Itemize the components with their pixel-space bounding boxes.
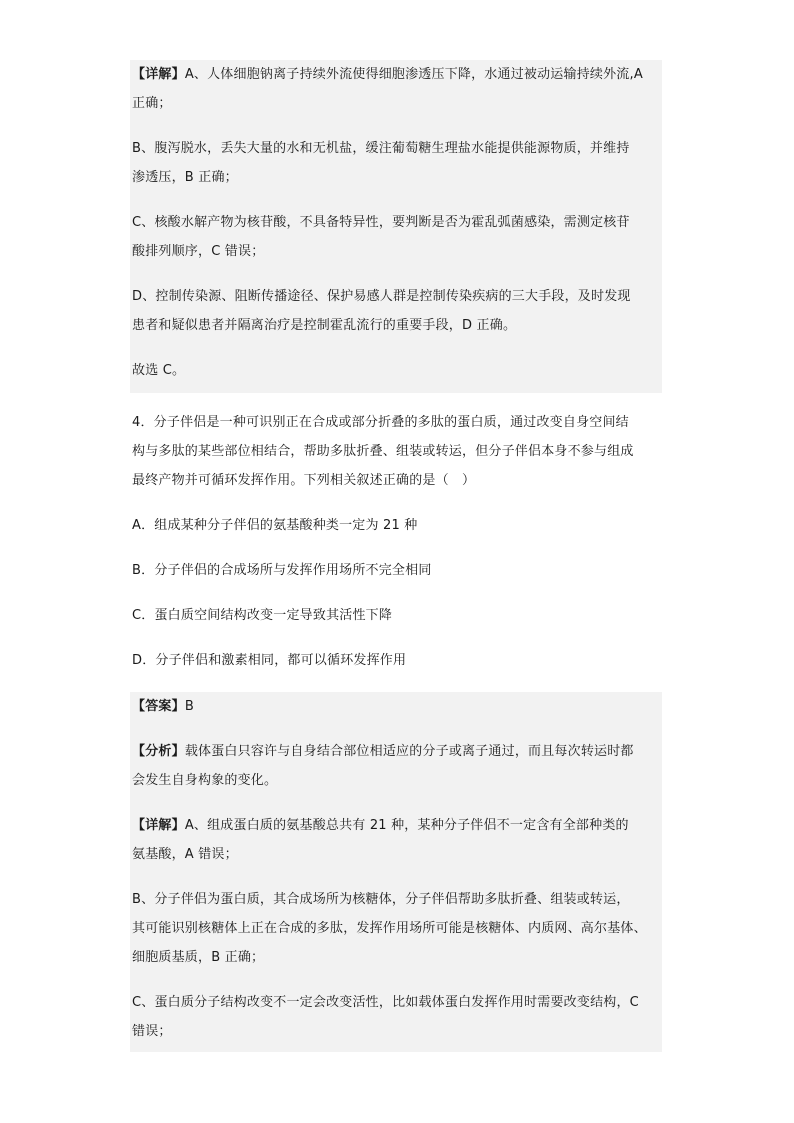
prev-item-a-line2: 正确；: [132, 96, 172, 111]
option-b-text: B．分子伴侣的合成场所与发挥作用场所不完全相同: [132, 563, 432, 578]
prev-explanation-block: [130, 60, 662, 393]
prev-item-d-line2: 患者和疑似患者并隔离治疗是控制霍乱流行的重要手段，D 正确。: [132, 318, 517, 333]
option-b: [130, 556, 662, 585]
prev-item-d-line1: D、控制传染源、阻断传播途径、保护易感人群是控制传染疾病的三大手段，及时发现: [132, 289, 631, 304]
detail-label-2: 【详解】: [132, 818, 185, 833]
detail-item-b: [130, 885, 662, 972]
prev-item-a: [130, 60, 662, 118]
prev-item-c-line1: C、核酸水解产物为核苷酸，不具备特异性，要判断是否为霍乱弧菌感染，需测定核苷: [132, 215, 630, 230]
detail-item-c-line2: 错误；: [132, 1024, 172, 1039]
prev-conclusion-text: 故选 C。: [132, 363, 186, 378]
detail-item-a-line2: 氨基酸，A 错误；: [132, 847, 238, 862]
question-4-stem-line2: 构与多肽的某些部位相结合，帮助多肽折叠、组装或转运，但分子伴侣本身不参与组成: [132, 444, 634, 459]
detail-item-b-line1: B、分子伴侣为蛋白质，其合成场所为核糖体，分子伴侣帮助多肽折叠、组装或转运，: [132, 892, 630, 907]
prev-item-c-line2: 酸排列顺序，C 错误；: [132, 244, 265, 259]
question-4-stem-line3: 最终产物并可循环发挥作用。下列相关叙述正确的是（ ）: [132, 473, 476, 488]
prev-item-a-line1: A、人体细胞钠离子持续外流使得细胞渗透压下降，水通过被动运输持续外流,A: [184, 67, 643, 82]
answer-label: 【答案】: [132, 699, 185, 714]
detail-item-a: [130, 811, 662, 869]
detail-item-c-line1: C、蛋白质分子结构改变不一定会改变活性，比如载体蛋白发挥作用时需要改变结构，C: [132, 995, 639, 1010]
analysis: [130, 737, 662, 795]
option-c: [130, 601, 662, 630]
analysis-label: 【分析】: [132, 744, 185, 759]
answer-value: B: [184, 699, 194, 714]
option-d: [130, 646, 662, 675]
option-c-text: C．蛋白质空间结构改变一定导致其活性下降: [132, 608, 393, 623]
option-a-text: A．组成某种分子伴侣的氨基酸种类一定为 21 种: [132, 518, 418, 533]
prev-conclusion: [130, 356, 662, 385]
question-4-stem-line1: 4．分子伴侣是一种可识别正在合成或部分折叠的多肽的蛋白质，通过改变自身空间结: [132, 415, 629, 430]
detail-item-c: [130, 988, 662, 1046]
prev-item-c: [130, 208, 662, 266]
question-4-stem: [130, 408, 662, 495]
option-d-text: D．分子伴侣和激素相同，都可以循环发挥作用: [132, 653, 407, 668]
detail-item-a-line1: A、组成蛋白质的氨基酸总共有 21 种，某种分子伴侣不一定含有全部种类的: [184, 818, 629, 833]
question-4-block: [130, 408, 662, 675]
prev-item-b-line2: 渗透压，B 正确；: [132, 170, 238, 185]
prev-item-b: [130, 134, 662, 192]
prev-item-d: [130, 282, 662, 340]
prev-item-b-line1: B、腹泻脱水，丢失大量的水和无机盐，缓注葡萄糖生理盐水能提供能源物质，并维持: [132, 141, 630, 156]
detail-item-b-line2: 其可能识别核糖体上正在合成的多肽，发挥作用场所可能是核糖体、内质网、高尔基体、: [132, 921, 647, 936]
answer-line: [130, 692, 662, 721]
answer-4-block: [130, 692, 662, 1052]
analysis-line1: 载体蛋白只容许与自身结合部位相适应的分子或离子通过，而且每次转运时都: [184, 744, 634, 759]
analysis-line2: 会发生自身构象的变化。: [132, 773, 278, 788]
detail-item-b-line3: 细胞质基质，B 正确；: [132, 950, 265, 965]
option-a: [130, 511, 662, 540]
detail-label: 【详解】: [132, 67, 185, 82]
